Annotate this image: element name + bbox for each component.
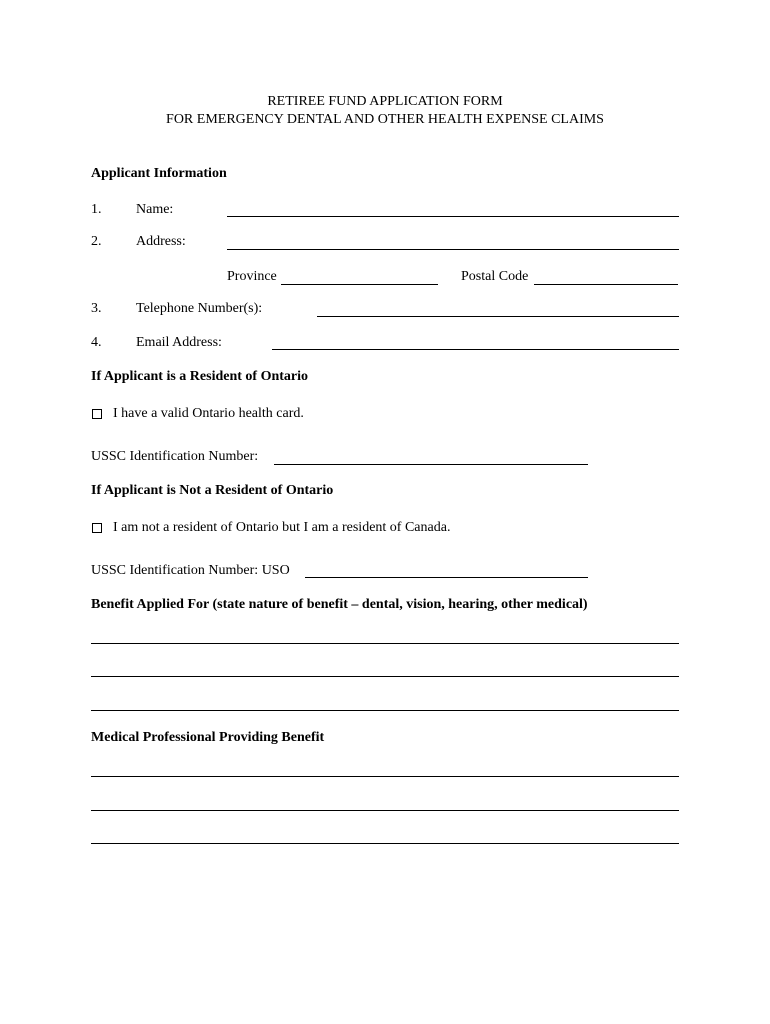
ontario-health-card-checkbox[interactable]: [92, 409, 102, 419]
non-resident-checkbox[interactable]: [92, 523, 102, 533]
telephone-label: Telephone Number(s):: [136, 301, 263, 316]
item-number-2: 2.: [91, 234, 102, 249]
medical-professional-line-1[interactable]: [91, 776, 679, 777]
name-field[interactable]: [227, 216, 679, 217]
ontario-health-card-label: I have a valid Ontario health card.: [113, 406, 304, 421]
postal-code-label: Postal Code: [461, 269, 529, 284]
benefit-line-1[interactable]: [91, 643, 679, 644]
item-number-3: 3.: [91, 301, 102, 316]
form-title-line2: FOR EMERGENCY DENTAL AND OTHER HEALTH EXPENSE CLAIMS: [166, 112, 604, 127]
name-label: Name:: [136, 202, 174, 217]
medical-professional-line-3[interactable]: [91, 843, 679, 844]
non-resident-ussc-label: USSC Identification Number: USO: [91, 563, 290, 578]
province-field[interactable]: [281, 284, 438, 285]
non-resident-ussc-field[interactable]: [305, 577, 588, 578]
non-resident-heading: If Applicant is Not a Resident of Ontario: [91, 483, 334, 498]
medical-professional-heading: Medical Professional Providing Benefit: [91, 730, 325, 745]
item-number-4: 4.: [91, 335, 102, 350]
province-label: Province: [227, 269, 277, 284]
ontario-ussc-label: USSC Identification Number:: [91, 449, 259, 464]
medical-professional-line-2[interactable]: [91, 810, 679, 811]
item-number-1: 1.: [91, 202, 102, 217]
benefit-line-3[interactable]: [91, 710, 679, 711]
email-field[interactable]: [272, 349, 679, 350]
form-title-line1: RETIREE FUND APPLICATION FORM: [267, 94, 503, 109]
ontario-ussc-field[interactable]: [274, 464, 588, 465]
telephone-field[interactable]: [317, 316, 679, 317]
benefit-heading: Benefit Applied For (state nature of benefit – dental, vision, hearing, other medical): [91, 597, 588, 612]
postal-code-field[interactable]: [534, 284, 678, 285]
ontario-resident-heading: If Applicant is a Resident of Ontario: [91, 369, 309, 384]
address-label: Address:: [136, 234, 186, 249]
email-label: Email Address:: [136, 335, 222, 350]
non-resident-label: I am not a resident of Ontario but I am a resident of Canada.: [113, 520, 451, 535]
applicant-info-heading: Applicant Information: [91, 166, 227, 181]
address-field[interactable]: [227, 249, 679, 250]
benefit-line-2[interactable]: [91, 676, 679, 677]
